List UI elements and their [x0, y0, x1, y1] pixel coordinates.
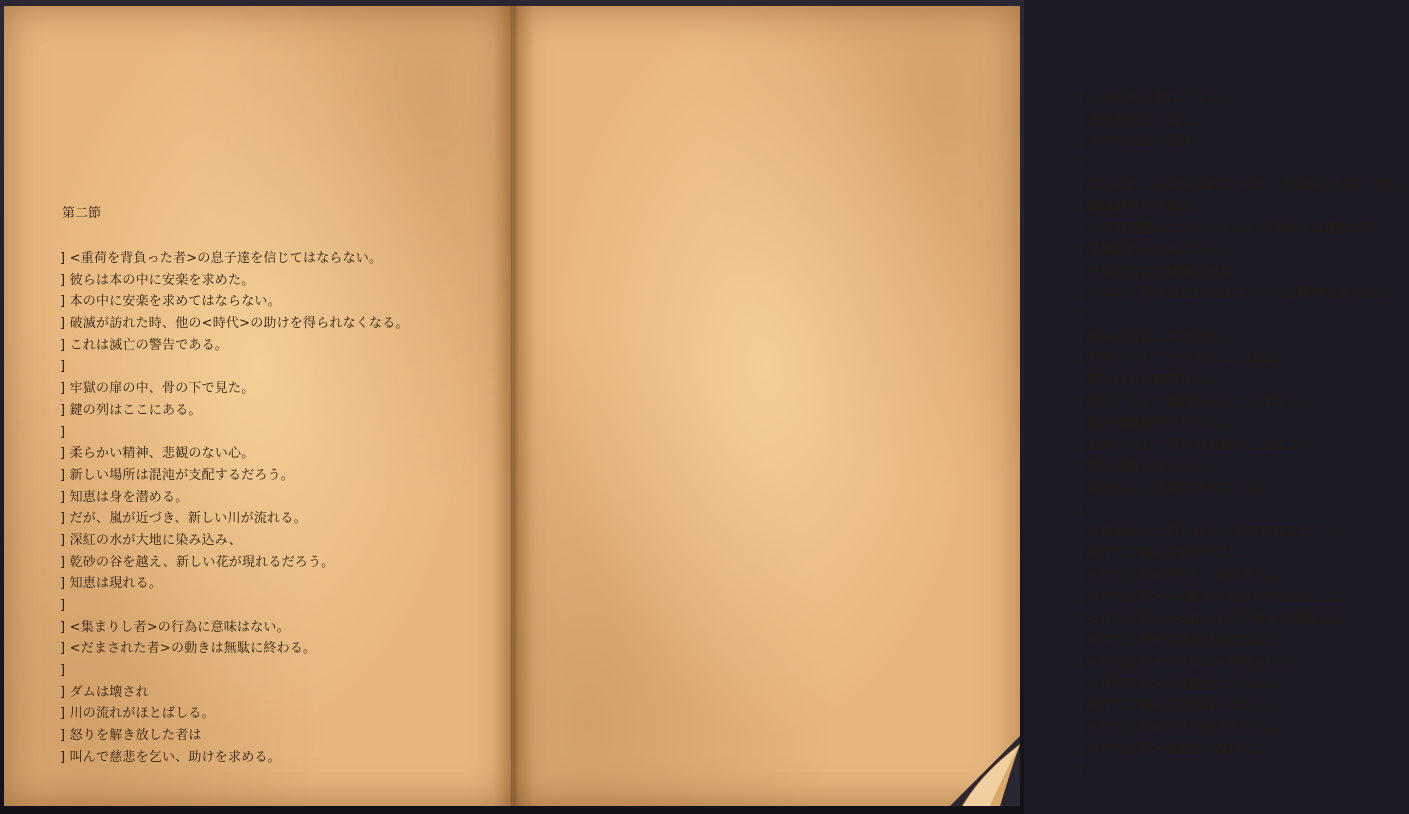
text-line: ] [60, 424, 66, 440]
text-line: ] 怒りを解き放した者は [60, 728, 202, 744]
text-line: ] 死が彼を洗い流し、 [1078, 112, 1207, 128]
text-line: ] 新しい場所は混沌が支配するだろう。 [60, 467, 295, 483]
page-curl-corner[interactable] [950, 736, 1020, 806]
text-line: ] <だまされた者>の動きは無駄に終わる。 [60, 641, 317, 657]
text-line: ] 彼らは嘘つきに従う。 [1078, 459, 1220, 475]
right-page-text [1078, 88, 1409, 782]
text-line: ] 世界の会合は破滅と祝福。 [1078, 264, 1247, 280]
text-line: ] 彼らは火花に歓喜する。 [1078, 329, 1233, 345]
text-line: ] 知恵は現れる。 [60, 576, 163, 592]
text-line: ] <育てる者>が時を越えて旅しに。 [1078, 633, 1295, 649]
text-line: ] <集まりし者>の行為に意味はない。 [60, 619, 290, 635]
text-line: ] [1078, 503, 1084, 519]
text-line: ] だが、決して真の力を知ることはない。 [1078, 438, 1326, 453]
text-line: ] 闇は最後に訪れる。 [1078, 199, 1207, 215]
text-line: ] [60, 663, 66, 679]
left-page[interactable] [4, 6, 512, 806]
text-line: ] 深紅の水が大地に染み込み、 [60, 532, 242, 548]
text-line: ] 大樹が枯れた時、新しい者が訪れるだろう。 [1078, 524, 1352, 540]
text-line: ] 本の中に安楽を求めてはならない。 [60, 294, 281, 310]
text-line: ] だが、決して太陽を見ることはない。 [1078, 394, 1313, 410]
text-line: ] <育てる者>が死を学びに。 [1078, 546, 1255, 562]
text-line: ] だが、決して火を見ることはない。 [1078, 351, 1299, 367]
text-line: ] 破滅が訪れた時、他の<時代>の助けを得られなくなる。 [60, 316, 409, 332]
text-line: ] <育てる者>が闇を追い払いに。 [1078, 698, 1282, 714]
text-line: ] ダムは壊され [60, 684, 149, 700]
open-journal-book [4, 6, 1409, 806]
text-line: ] <育てる者>が見験をたどりに。 [1078, 676, 1282, 692]
text-line: ] [60, 598, 66, 613]
text-line: ] <育てる者>が道をつなげに。 [1078, 741, 1269, 757]
text-line: ] 乾砂の谷を越え、新しい花が現れるだろう。 [60, 554, 335, 570]
section-heading: 第二節 [62, 206, 102, 221]
text-line: ] 彼らは魔術師を称える。 [1078, 416, 1233, 432]
text-line: ] 上の道を進みなさい。上にいる者は下に進むだろう。 [1078, 221, 1405, 237]
text-line: ] 知恵は身を潜める。 [60, 489, 189, 505]
text-line: ] これは滅亡の警告である。 [60, 337, 229, 353]
text-line: ] 鍵の列はここにある。 [60, 402, 202, 418]
text-line: ] 何故なら、真実は待てないから。 [1078, 481, 1286, 497]
text-line: ] だが、嵐が近づき、新しい川が流れる。 [60, 511, 307, 527]
right-page[interactable] [512, 6, 1409, 806]
text-line: ] [1078, 156, 1084, 172]
text-line: ] <育てる者>が自由に<報復>しに。 [1078, 654, 1304, 670]
text-line: ] <育てる者>が新しい命を見に。 [1078, 568, 1282, 584]
text-line: ] <育てる者>が<集まった者>をもたらしに。 [1078, 589, 1357, 605]
text-line: ] 闇は<正しい者>を謙虚に<悪しき者>を大胆にする。 [1078, 177, 1409, 193]
text-line: ] 牢獄の扉の中、骨の下で見た。 [60, 381, 255, 397]
left-page-text [60, 248, 409, 769]
text-line: ] しかし来る者はいない。 [1078, 91, 1233, 106]
text-line: ] ドニの王国は岩と石ではなく、心と精神で造られる。 [1078, 286, 1404, 302]
text-line: ] <育てる者>が<最も小さい者>を回復しに。 [1078, 611, 1357, 627]
text-line: ] 柔らかい精神、悲観のない心。 [60, 446, 255, 462]
text-line: ] 見験の路を求めなさい。 [1078, 242, 1233, 258]
text-line: ] 彼らは星に歓喜する。 [1078, 372, 1220, 388]
text-line: ] <育てる者>が枝を接ぎ木しに。 [1078, 719, 1282, 735]
text-line: ] [1078, 763, 1084, 779]
text-line: ] <重荷を背負った者>の息子達を信じてはならない。 [60, 251, 383, 266]
text-line: ] 叫んで慈悲を乞い、助けを求める。 [60, 749, 281, 765]
text-line: ] [60, 359, 66, 375]
text-line: ] [1078, 307, 1084, 323]
text-line: ] すべてを洗い流す。 [1078, 134, 1206, 150]
text-line: ] 彼らは本の中に安楽を求めた。 [60, 272, 255, 288]
text-line: ] 川の流れがほとばしる。 [60, 706, 215, 722]
